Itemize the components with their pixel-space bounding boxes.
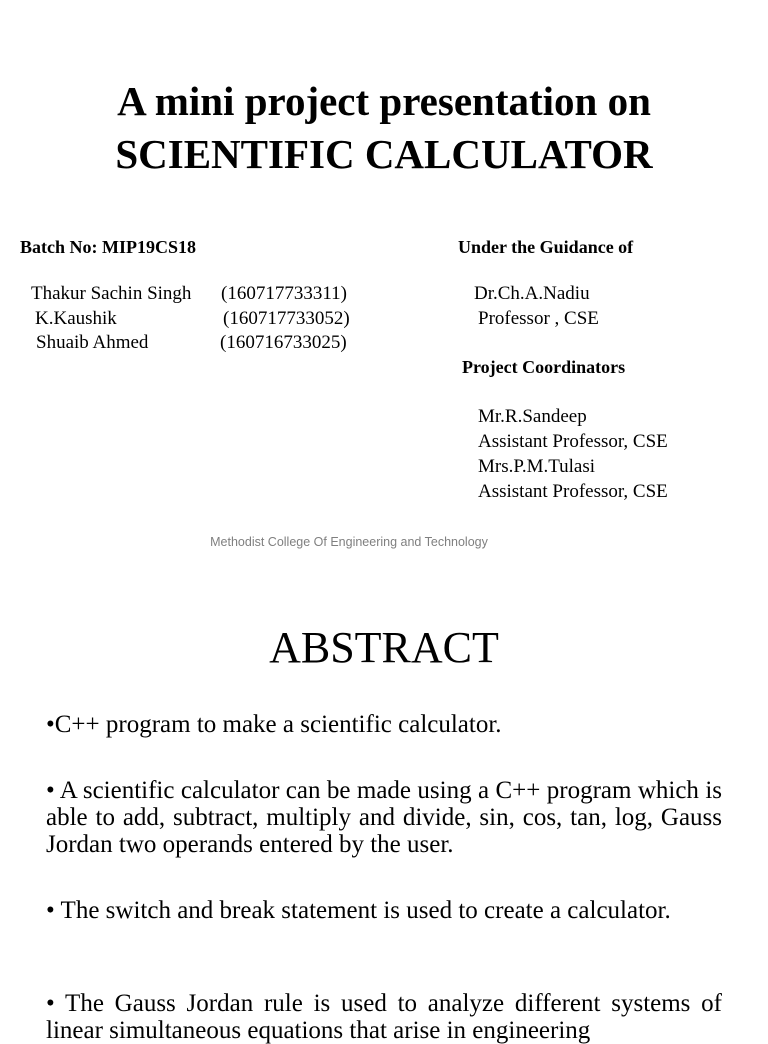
coordinator-designation: Assistant Professor, CSE [478,481,668,502]
member-name: Thakur Sachin Singh [31,283,192,304]
coordinator-name: Mr.R.Sandeep [478,406,587,427]
member-name: K.Kaushik [35,308,117,329]
guide-designation: Professor , CSE [478,308,599,329]
member-roll-number: (160716733025) [220,332,347,353]
abstract-bullet: • A scientific calculator can be made using a C++ program which is able to add, subtract, multiply and divide, sin, cos, tan, log, Gauss Jordan two operands entered by the user. [46,777,722,858]
abstract-bullet: • The switch and break statement is used to create a calculator. [46,897,671,924]
member-name: Shuaib Ahmed [36,332,149,353]
coordinators-heading: Project Coordinators [462,357,626,377]
abstract-bullet: •C++ program to make a scientific calculator. [46,711,502,738]
guidance-heading: Under the Guidance of [458,237,634,257]
member-roll-number: (160717733311) [221,283,347,304]
college-footer: Methodist College Of Engineering and Technology [210,535,488,549]
abstract-bullet: • The Gauss Jordan rule is used to analyze different systems of linear simultaneous equations that arise in engineering [46,990,722,1044]
abstract-title: ABSTRACT [269,623,499,672]
abstract-slide [0,576,768,1044]
batch-number: Batch No: MIP19CS18 [20,237,196,257]
presentation-title-line-2: SCIENTIFIC CALCULATOR [115,131,653,177]
member-roll-number: (160717733052) [223,308,350,329]
presentation-title-line-1: A mini project presentation on [117,78,651,124]
coordinator-name: Mrs.P.M.Tulasi [478,456,596,477]
coordinator-designation: Assistant Professor, CSE [478,431,668,452]
guide-name: Dr.Ch.A.Nadiu [474,283,590,304]
